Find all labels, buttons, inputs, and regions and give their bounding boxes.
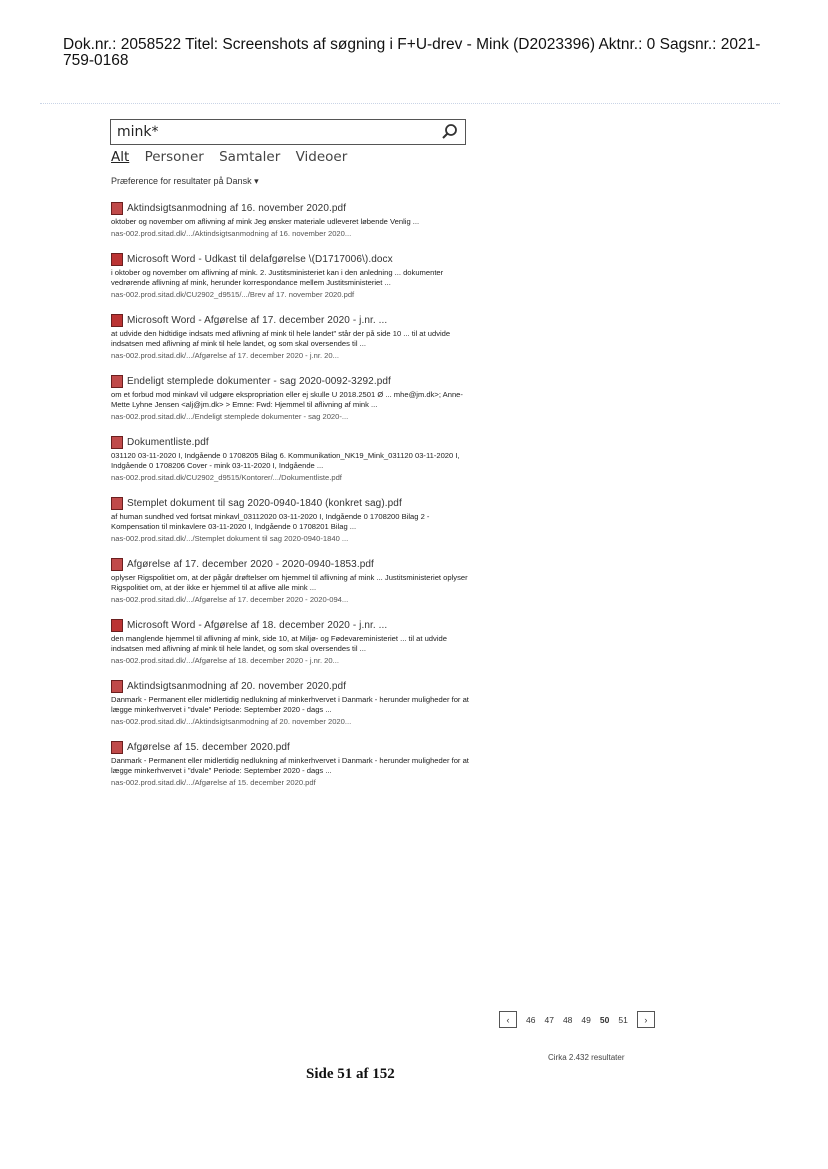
- document-header: Dok.nr.: 2058522 Titel: Screenshots af søgning i F+U-drev - Mink (D2023396) Aktnr.: 0 Sagsnr.: 2021-759-0168: [63, 36, 761, 69]
- result-item: [111, 619, 476, 666]
- page-link[interactable]: 48: [562, 1014, 573, 1025]
- result-path: nas-002.prod.sitad.dk/.../Endeligt stemplede dokumenter - sag 2020-...: [111, 411, 349, 421]
- next-page-button[interactable]: ›: [637, 1011, 655, 1028]
- result-title[interactable]: Stemplet dokument til sag 2020-0940-1840 (konkret sag).pdf: [127, 497, 402, 509]
- result-path: nas-002.prod.sitad.dk/.../Stemplet dokument til sag 2020-0940-1840 ...: [111, 533, 349, 543]
- result-item: [111, 375, 476, 422]
- pdf-icon: [111, 741, 123, 754]
- result-path: nas-002.prod.sitad.dk/.../Aktindsigtsanmodning af 20. november 2020...: [111, 716, 352, 726]
- result-snippet: Danmark - Permanent eller midlertidig nedlukning af minkerhvervet i Danmark - herunder muligheder for at lægge minkerhvervet i "dvale" Periode: September 2020 - dags ...: [111, 694, 469, 714]
- result-title[interactable]: Afgørelse af 17. december 2020 - 2020-0940-1853.pdf: [127, 558, 374, 570]
- results-list: [111, 202, 476, 802]
- prev-page-button[interactable]: ‹: [499, 1011, 517, 1028]
- pdf-icon: [111, 202, 123, 215]
- page-link[interactable]: 51: [618, 1014, 628, 1025]
- result-item: [111, 253, 476, 300]
- header-divider: [40, 103, 780, 104]
- search-input[interactable]: [110, 119, 466, 145]
- current-page[interactable]: 50: [599, 1014, 610, 1025]
- result-item: [111, 497, 476, 544]
- result-path: nas-002.prod.sitad.dk/CU2902_d9515/.../Brev af 17. november 2020.pdf: [111, 289, 355, 299]
- tab-all[interactable]: Alt: [111, 149, 130, 165]
- page-link[interactable]: 49: [581, 1014, 591, 1025]
- search-icon[interactable]: [441, 123, 459, 141]
- result-item: [111, 436, 476, 483]
- result-snippet: at udvide den hidtidige indsats med aflivning af mink til hele landet" står der på side 10 ... til at udvide indsatsen med aflivning af mink til hele landet, og som skal oversendes til ...: [111, 328, 451, 348]
- result-path: nas-002.prod.sitad.dk/.../Afgørelse af 17. december 2020 - 2020-094...: [111, 594, 349, 604]
- tab-people[interactable]: Personer: [144, 149, 204, 165]
- result-item: [111, 314, 476, 361]
- result-title[interactable]: Aktindsigtsanmodning af 16. november 2020.pdf: [127, 203, 347, 214]
- page-link[interactable]: 47: [544, 1014, 554, 1025]
- result-path: nas-002.prod.sitad.dk/CU2902_d9515/Kontorer/.../Dokumentliste.pdf: [111, 472, 342, 482]
- result-item: [111, 741, 476, 788]
- result-title[interactable]: Microsoft Word - Afgørelse af 17. december 2020 - j.nr. ...: [127, 314, 388, 326]
- result-title[interactable]: Afgørelse af 15. december 2020.pdf: [127, 741, 290, 753]
- result-title[interactable]: Microsoft Word - Udkast til delafgørelse \(D1717006\).docx: [127, 253, 393, 265]
- result-title[interactable]: Microsoft Word - Afgørelse af 18. december 2020 - j.nr. ...: [127, 619, 388, 631]
- result-title[interactable]: Aktindsigtsanmodning af 20. november 2020.pdf: [127, 680, 347, 692]
- result-snippet: i oktober og november om aflivning af mink. 2. Justitsministeriet kan i den anledning ... dokumenter vedrørende aflivning af mink, herunder korrespondance mellem Justitsministeriet ...: [111, 267, 444, 287]
- pdf-icon: [111, 497, 123, 510]
- result-title[interactable]: Endeligt stemplede dokumenter - sag 2020-0092-3292.pdf: [127, 375, 391, 387]
- language-preference[interactable]: Præference for resultater på Dansk ▾: [111, 176, 259, 186]
- tab-videos[interactable]: Videoer: [295, 149, 348, 165]
- result-snippet: 031120 03-11-2020 I, Indgående 0 1708205 Bilag 6. Kommunikation_NK19_Mink_031120 03-11-2020 I, Indgående 0 1708206 Cover - mink 03-11-2020 I, Indgående ...: [111, 450, 460, 470]
- result-count: Cirka 2.432 resultater: [548, 1053, 625, 1062]
- pdf-icon: [111, 558, 123, 571]
- word-icon: [111, 253, 123, 266]
- result-item: [111, 680, 476, 727]
- result-item: [111, 202, 476, 239]
- result-snippet: oktober og november om aflivning af mink Jeg ønsker materiale udleveret løbende Venlig ...: [111, 217, 420, 226]
- result-snippet: den manglende hjemmel til aflivning af mink, side 10, at Miljø- og Fødevareministeriet ... til at udvide indsatsen med aflivning af mink til hele landet, og som skal oversendes til ...: [111, 633, 447, 653]
- pdf-icon: [111, 680, 123, 693]
- pagination: [499, 1011, 655, 1028]
- search-query[interactable]: mink*: [117, 124, 159, 140]
- result-snippet: af human sundhed ved fortsat minkavl_03112020 03-11-2020 I, Indgående 0 1708200 Bilag 2 - Kompensation til minkavlere 03-11-2020 I, Indgående 0 1708201 Bilag ...: [111, 511, 430, 531]
- result-path: nas-002.prod.sitad.dk/.../Aktindsigtsanmodning af 16. november 2020...: [111, 228, 352, 238]
- tab-conversations[interactable]: Samtaler: [219, 149, 281, 165]
- page-number: Side 51 af 152: [306, 1066, 395, 1082]
- result-title[interactable]: Dokumentliste.pdf: [127, 436, 209, 448]
- pdf-icon: [111, 436, 123, 449]
- result-path: nas-002.prod.sitad.dk/.../Afgørelse af 18. december 2020 - j.nr. 20...: [111, 655, 339, 665]
- pdf-icon: [111, 375, 123, 388]
- result-snippet: Danmark - Permanent eller midlertidig nedlukning af minkerhvervet i Danmark - herunder muligheder for at lægge minkerhvervet i "dvale" Periode: September 2020 - dags ...: [111, 755, 469, 775]
- result-item: [111, 558, 476, 605]
- word-icon: [111, 314, 123, 327]
- result-snippet: om et forbud mod minkavl vil udgøre ekspropriation eller ej skulle U 2018.2501 Ø ... mhe@jm.dk>; Anne-Mette Lyhne Jensen <alj@jm.dk> > Emne: Fwd: Hjemmel til aflivning af mink ...: [111, 389, 463, 409]
- search-tabs: [111, 149, 358, 165]
- result-path: nas-002.prod.sitad.dk/.../Afgørelse af 15. december 2020.pdf: [111, 777, 316, 787]
- word-icon: [111, 619, 123, 632]
- result-path: nas-002.prod.sitad.dk/.../Afgørelse af 17. december 2020 - j.nr. 20...: [111, 350, 339, 360]
- result-snippet: oplyser Rigspolitiet om, at der pågår drøftelser om hjemmel til aflivning af mink ... Justitsministeriet oplyser Rigspolitiet om, at der ikke er hjemmel til at aflive alle mink ...: [111, 572, 468, 592]
- page-link[interactable]: 46: [526, 1014, 536, 1025]
